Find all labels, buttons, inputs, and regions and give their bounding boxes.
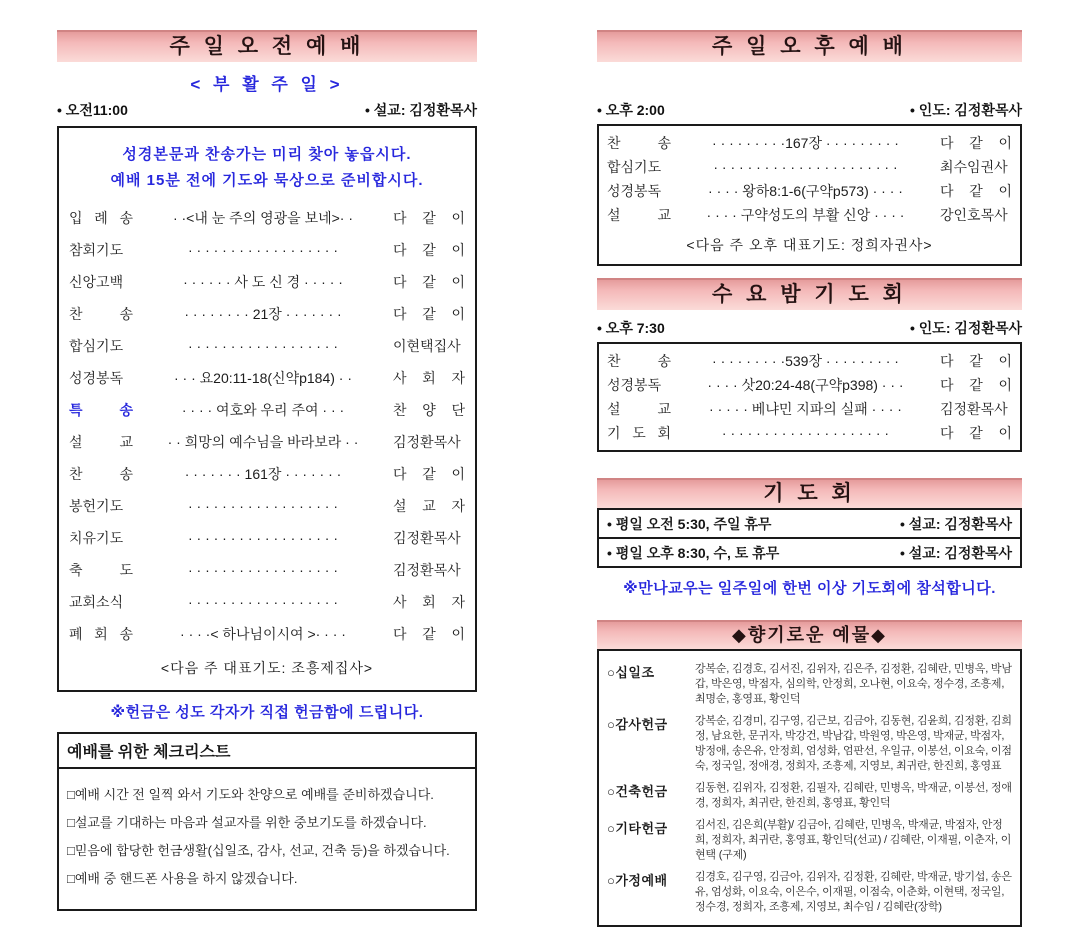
morning-worship-title: 주 일 오 전 예 배	[169, 35, 365, 58]
order-person: 다 같 이	[393, 210, 465, 226]
order-label: 교회소식	[69, 594, 124, 610]
order-person: 김정환목사	[393, 434, 461, 450]
order-person: 다 같 이	[393, 274, 465, 290]
order-label: 합심기도	[607, 159, 662, 175]
order-label: 성경봉독	[607, 377, 662, 393]
order-person: 김정환목사	[940, 401, 1008, 417]
morning-preacher: • 설교: 김정환목사	[364, 102, 477, 118]
morning-next-week-prayer: <다음 주 대표기도: 조흥제집사>	[160, 660, 374, 676]
checklist-title: 예배를 위한 체크리스트	[59, 734, 475, 769]
order-row	[69, 426, 465, 458]
offerings-header	[597, 620, 1022, 649]
order-person: 다 같 이	[940, 353, 1012, 369]
order-content: · · · · · · · · · · · · · · · · · ·	[187, 530, 339, 546]
order-content: · · · · 왕하8:1-6(구약p573) · · · ·	[708, 183, 903, 199]
order-row	[69, 394, 465, 426]
offering-names: 강복순, 김경호, 김서진, 김위자, 김은주, 김정환, 김혜란, 민병옥, 박남갑, 박은영, 박점자, 심의학, 안정희, 오나현, 이요숙, 정수경, 조흥제, 최명순, 홍영표, 황인덕	[695, 663, 1012, 705]
morning-info-row	[57, 100, 477, 120]
checklist-items	[59, 769, 475, 909]
afternoon-order-list	[607, 131, 1012, 227]
offering-category-label: ○감사헌금	[607, 717, 668, 732]
order-row	[69, 618, 465, 650]
order-label: 찬 송	[607, 353, 671, 369]
order-label: 폐 회 송	[69, 626, 133, 642]
order-row	[69, 298, 465, 330]
order-person: 다 같 이	[940, 183, 1012, 199]
order-person: 이현택집사	[393, 338, 461, 354]
morning-worship-header	[57, 30, 477, 62]
afternoon-column	[597, 30, 1022, 927]
offering-names: 김동현, 김위자, 김정환, 김필자, 김혜란, 민병옥, 박재균, 이봉선, 정애경, 정희자, 최귀란, 한진희, 홍영표, 황인덕	[695, 782, 1012, 809]
order-person: 김정환목사	[393, 562, 461, 578]
prayer-meeting-title: 기 도 회	[763, 482, 856, 505]
order-person: 다 같 이	[393, 306, 465, 322]
order-person: 사 회 자	[393, 370, 465, 386]
prayer-preacher: • 설교: 김정환목사	[899, 544, 1012, 561]
order-content: · · · · 여호와 우리 주여 · · ·	[181, 402, 345, 418]
order-content: · · · 요20:11-18(신약p184) · ·	[173, 370, 353, 386]
order-row	[69, 522, 465, 554]
order-person: 다 같 이	[393, 466, 465, 482]
offerings-title: ◆향기로운 예물◆	[731, 625, 887, 645]
order-label: 입 례 송	[69, 210, 133, 226]
offering-names: 강복순, 김경미, 김구영, 김근보, 김금아, 김동현, 김윤희, 김정환, 김희정, 남요한, 문귀자, 박강건, 박남갑, 박원영, 박은영, 박재균, 박점자, 방정애, 송은유, 안정희, 엄성화, 엄판선, 우일규, 이봉선, 이요숙, 이점숙, 정국일, 정애경, 정희자, 조흥제, 지영보, 최귀란, 한진희, 홍영표	[695, 715, 1012, 772]
morning-worship-column	[57, 30, 477, 911]
offering-row	[607, 714, 1014, 774]
order-label: 축 도	[69, 562, 133, 578]
morning-order-box	[57, 126, 477, 692]
order-person: 설 교 자	[393, 498, 465, 514]
order-content: · · · ·< 하나님이시여 >· · · ·	[180, 626, 346, 642]
afternoon-info-row	[597, 100, 1022, 120]
afternoon-leader: • 인도: 김정환목사	[909, 102, 1022, 118]
afternoon-order-box	[597, 124, 1022, 266]
order-content: · · · · · · · · ·539장 · · · · · · · · ·	[712, 353, 899, 369]
prayer-preacher: • 설교: 김정환목사	[899, 515, 1012, 532]
order-person: 찬 양 단	[393, 402, 465, 418]
prayer-meeting-row	[599, 537, 1020, 566]
order-person: 사 회 자	[393, 594, 465, 610]
offering-category-label: ○건축헌금	[607, 784, 668, 799]
order-row	[607, 131, 1012, 155]
checklist-item: □예배 시간 전 일찍 와서 기도와 찬양으로 예배를 준비하겠습니다.	[67, 787, 434, 802]
checklist-item: □설교를 기대하는 마음과 설교자를 위한 중보기도를 하겠습니다.	[67, 815, 427, 830]
order-content: · · · · 구약성도의 부활 신앙 · · · ·	[706, 207, 905, 223]
wednesday-info-row	[597, 318, 1022, 338]
offering-row	[607, 662, 1014, 707]
order-label: 설 교	[607, 401, 671, 417]
prayer-time: • 평일 오후 8:30, 수, 토 휴무	[607, 544, 780, 561]
afternoon-time: • 오후 2:00	[597, 102, 665, 118]
order-row	[69, 586, 465, 618]
order-content: · · · · · · · · · · · · · · · · · · · · · ·	[713, 159, 898, 175]
order-content: · ·<내 눈 주의 영광을 보네>· ·	[172, 210, 354, 226]
worship-checklist-box	[57, 732, 477, 911]
order-person: 김정환목사	[393, 530, 461, 546]
order-row	[69, 490, 465, 522]
order-label: 합심기도	[69, 338, 124, 354]
order-row	[607, 203, 1012, 227]
order-label: 봉헌기도	[69, 498, 124, 514]
order-person: 다 같 이	[393, 626, 465, 642]
preparation-notice	[69, 142, 465, 194]
afternoon-next-week-prayer: <다음 주 오후 대표기도: 정희자권사>	[686, 237, 933, 253]
order-content: · · · · · · · · · · · · · · · · · ·	[187, 338, 339, 354]
order-content: · · · · · · · · 21장 · · · · · · ·	[184, 306, 342, 322]
order-content: · · · · · · · · · · · · · · · · · ·	[187, 562, 339, 578]
order-row	[607, 397, 1012, 421]
offering-row	[607, 870, 1014, 915]
order-label: 치유기도	[69, 530, 124, 546]
wednesday-order-list	[607, 349, 1012, 445]
offering-category-label: ○기타헌금	[607, 821, 668, 836]
order-person: 최수임권사	[940, 159, 1008, 175]
offering-category-label: ○십일조	[607, 665, 655, 680]
order-content: · · · · · 베냐민 지파의 실패 · · · ·	[709, 401, 902, 417]
prayer-meeting-header	[597, 478, 1022, 508]
order-label: 찬 송	[69, 466, 133, 482]
order-label: 성경봉독	[69, 370, 124, 386]
order-label: 참회기도	[69, 242, 124, 258]
afternoon-worship-header	[597, 30, 1022, 62]
order-label: 찬 송	[607, 135, 671, 151]
offerings-box	[597, 649, 1022, 927]
offering-category-label: ○가정예배	[607, 873, 668, 888]
checklist-item: □믿음에 합당한 헌금생활(십일조, 감사, 선교, 건축 등)을 하겠습니다.	[67, 843, 450, 858]
order-content: · · 희망의 예수님을 바라보라 · ·	[167, 434, 359, 450]
order-label: 기 도 회	[607, 425, 671, 441]
wednesday-leader: • 인도: 김정환목사	[909, 320, 1022, 336]
order-content: · · · · · · · · · · · · · · · · · ·	[187, 498, 339, 514]
wednesday-prayer-title: 수 요 밤 기 도 회	[712, 283, 907, 306]
order-person: 다 같 이	[940, 425, 1012, 441]
order-person: 강인호목사	[940, 207, 1008, 223]
order-row	[69, 202, 465, 234]
prayer-time: • 평일 오전 5:30, 주일 휴무	[607, 515, 772, 532]
order-label: 찬 송	[69, 306, 133, 322]
morning-order-list	[69, 202, 465, 650]
order-row	[607, 373, 1012, 397]
order-row	[607, 349, 1012, 373]
order-row	[69, 554, 465, 586]
order-row	[69, 330, 465, 362]
order-label: 설 교	[69, 434, 133, 450]
offering-row	[607, 781, 1014, 811]
order-person: 다 같 이	[940, 377, 1012, 393]
wednesday-time: • 오후 7:30	[597, 320, 665, 336]
order-content: · · · · · · · · · · · · · · · · · ·	[187, 594, 339, 610]
offering-row	[607, 818, 1014, 863]
order-row	[607, 179, 1012, 203]
order-content: · · · · · · · · · · · · · · · · · · · ·	[721, 425, 890, 441]
easter-sunday-subtitle: < 부 활 주 일 >	[190, 75, 344, 94]
order-label: 신앙고백	[69, 274, 124, 290]
order-row	[607, 155, 1012, 179]
order-content: · · · · · · · 161장 · · · · · · ·	[184, 466, 342, 482]
order-label: 특 송	[69, 402, 133, 418]
order-row	[69, 266, 465, 298]
order-label: 성경봉독	[607, 183, 662, 199]
order-content: · · · · · · · · · · · · · · · · · ·	[187, 242, 339, 258]
prayer-meeting-row	[599, 510, 1020, 537]
checklist-item: □예배 중 핸드폰 사용을 하지 않겠습니다.	[67, 871, 298, 886]
order-row	[69, 458, 465, 490]
order-content: · · · · 삿20:24-48(구약p398) · · ·	[707, 377, 904, 393]
afternoon-worship-title: 주 일 오 후 예 배	[712, 35, 907, 58]
order-person: 다 같 이	[940, 135, 1012, 151]
prayer-meeting-note: ※만나교우는 일주일에 한번 이상 기도회에 참석합니다.	[623, 580, 996, 597]
wednesday-prayer-header	[597, 278, 1022, 310]
order-row	[607, 421, 1012, 445]
order-content: · · · · · · · · ·167장 · · · · · · · · ·	[712, 135, 899, 151]
morning-time: • 오전11:00	[57, 102, 128, 118]
wednesday-order-box	[597, 342, 1022, 452]
notice-line-2: 예배 15분 전에 기도와 묵상으로 준비합시다.	[110, 172, 424, 189]
offering-note: ※헌금은 성도 각자가 직접 헌금함에 드립니다.	[110, 704, 424, 721]
order-row	[69, 362, 465, 394]
notice-line-1: 성경본문과 찬송가는 미리 찾아 놓읍시다.	[122, 146, 412, 163]
offering-names: 김경호, 김구영, 김금아, 김위자, 김정환, 김혜란, 박재균, 방기섭, 송은유, 엄성화, 이요숙, 이은수, 이재필, 이점숙, 이춘화, 이현택, 정국일, 정수경, 정희자, 조흥제, 지영보, 최수임 / 김혜란(장학)	[695, 871, 1012, 913]
order-label: 설 교	[607, 207, 671, 223]
order-row	[69, 234, 465, 266]
order-content: · · · · · · 사 도 신 경 · · · · ·	[183, 274, 343, 290]
order-person: 다 같 이	[393, 242, 465, 258]
offering-names: 김서진, 김은희(부활)/ 김금아, 김혜란, 민병옥, 박재균, 박점자, 안정희, 정희자, 최귀란, 홍영표, 황인덕(선교) / 김혜란, 이재필, 이춘자, 이현택 (구제)	[695, 819, 1012, 861]
prayer-meeting-box	[597, 508, 1022, 568]
